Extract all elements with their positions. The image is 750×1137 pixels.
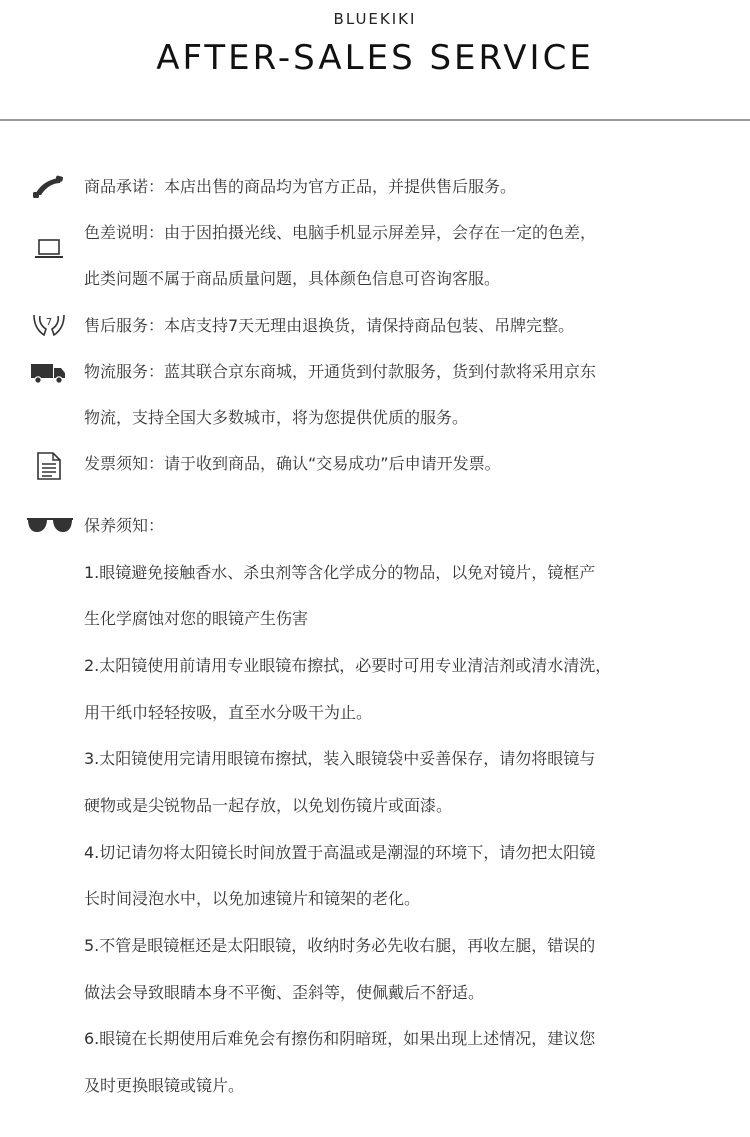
care-line-5: 3.太阳镜使用完请用眼镜布擦拭，装入眼镜袋中妥善保存，请勿将眼镜与 xyxy=(84,749,596,768)
header-divider xyxy=(0,119,750,121)
invoice-text: 发票须知：请于收到商品，确认“交易成功”后申请开发票。 xyxy=(84,454,501,473)
color-diff-line-2: 此类问题不属于商品质量问题，具体颜色信息可咨询客服。 xyxy=(84,269,501,288)
logistics-line-1: 物流服务：蓝其联合京东商城，开通货到付款服务，货到付款将采用京东 xyxy=(84,362,597,381)
care-line-3: 2.太阳镜使用前请用专业眼镜布擦拭，必要时可用专业清洁剂或清水清洗， xyxy=(84,656,612,675)
care-line-11: 6.眼镜在长期使用后难免会有擦伤和阴暗斑，如果出现上述情况，建议您 xyxy=(84,1029,596,1048)
hands-7days-icon xyxy=(30,311,68,339)
after-sales-text: 售后服务：本店支持7天无理由退换货，请保持商品包装、吊牌完整。 xyxy=(84,316,575,335)
care-line-9: 5.不管是眼镜框还是太阳眼镜，收纳时务必先收右腿，再收左腿，错误的 xyxy=(84,936,596,955)
truck-icon xyxy=(30,362,66,384)
brand-name: BLUEKIKI xyxy=(333,10,417,28)
laptop-icon xyxy=(34,238,64,260)
logistics-line-2: 物流，支持全国大多数城市，将为您提供优质的服务。 xyxy=(84,408,469,427)
care-line-4: 用干纸巾轻轻按吸，直至水分吸干为止。 xyxy=(84,703,373,722)
color-diff-line-1: 色差说明：由于因拍摄光线、电脑手机显示屏差异，会存在一定的色差， xyxy=(84,223,597,242)
care-line-12: 及时更换眼镜或镜片。 xyxy=(84,1076,245,1095)
document-icon xyxy=(36,451,62,481)
care-line-1: 1.眼镜避免接触香水、杀虫剂等含化学成分的物品，以免对镜片，镜框产 xyxy=(84,563,596,582)
care-line-7: 4.切记请勿将太阳镜长时间放置于高温或是潮湿的环境下，请勿把太阳镜 xyxy=(84,843,596,862)
svg-text:7: 7 xyxy=(45,317,53,328)
care-line-10: 做法会导致眼睛本身不平衡、歪斜等，使佩戴后不舒适。 xyxy=(84,983,485,1002)
page-title: AFTER-SALES SERVICE xyxy=(156,38,594,78)
care-line-8: 长时间浸泡水中，以免加速镜片和镜架的老化。 xyxy=(84,889,421,908)
care-heading: 保养须知： xyxy=(84,516,165,535)
care-line-6: 硬物或是尖锐物品一起存放，以免划伤镜片或面漆。 xyxy=(84,796,453,815)
care-line-2: 生化学腐蚀对您的眼镜产生伤害 xyxy=(84,609,309,628)
promise-text: 商品承诺：本店出售的商品均为官方正品，并提供售后服务。 xyxy=(84,177,517,196)
phone-icon xyxy=(32,175,64,199)
sunglasses-icon xyxy=(26,515,74,535)
